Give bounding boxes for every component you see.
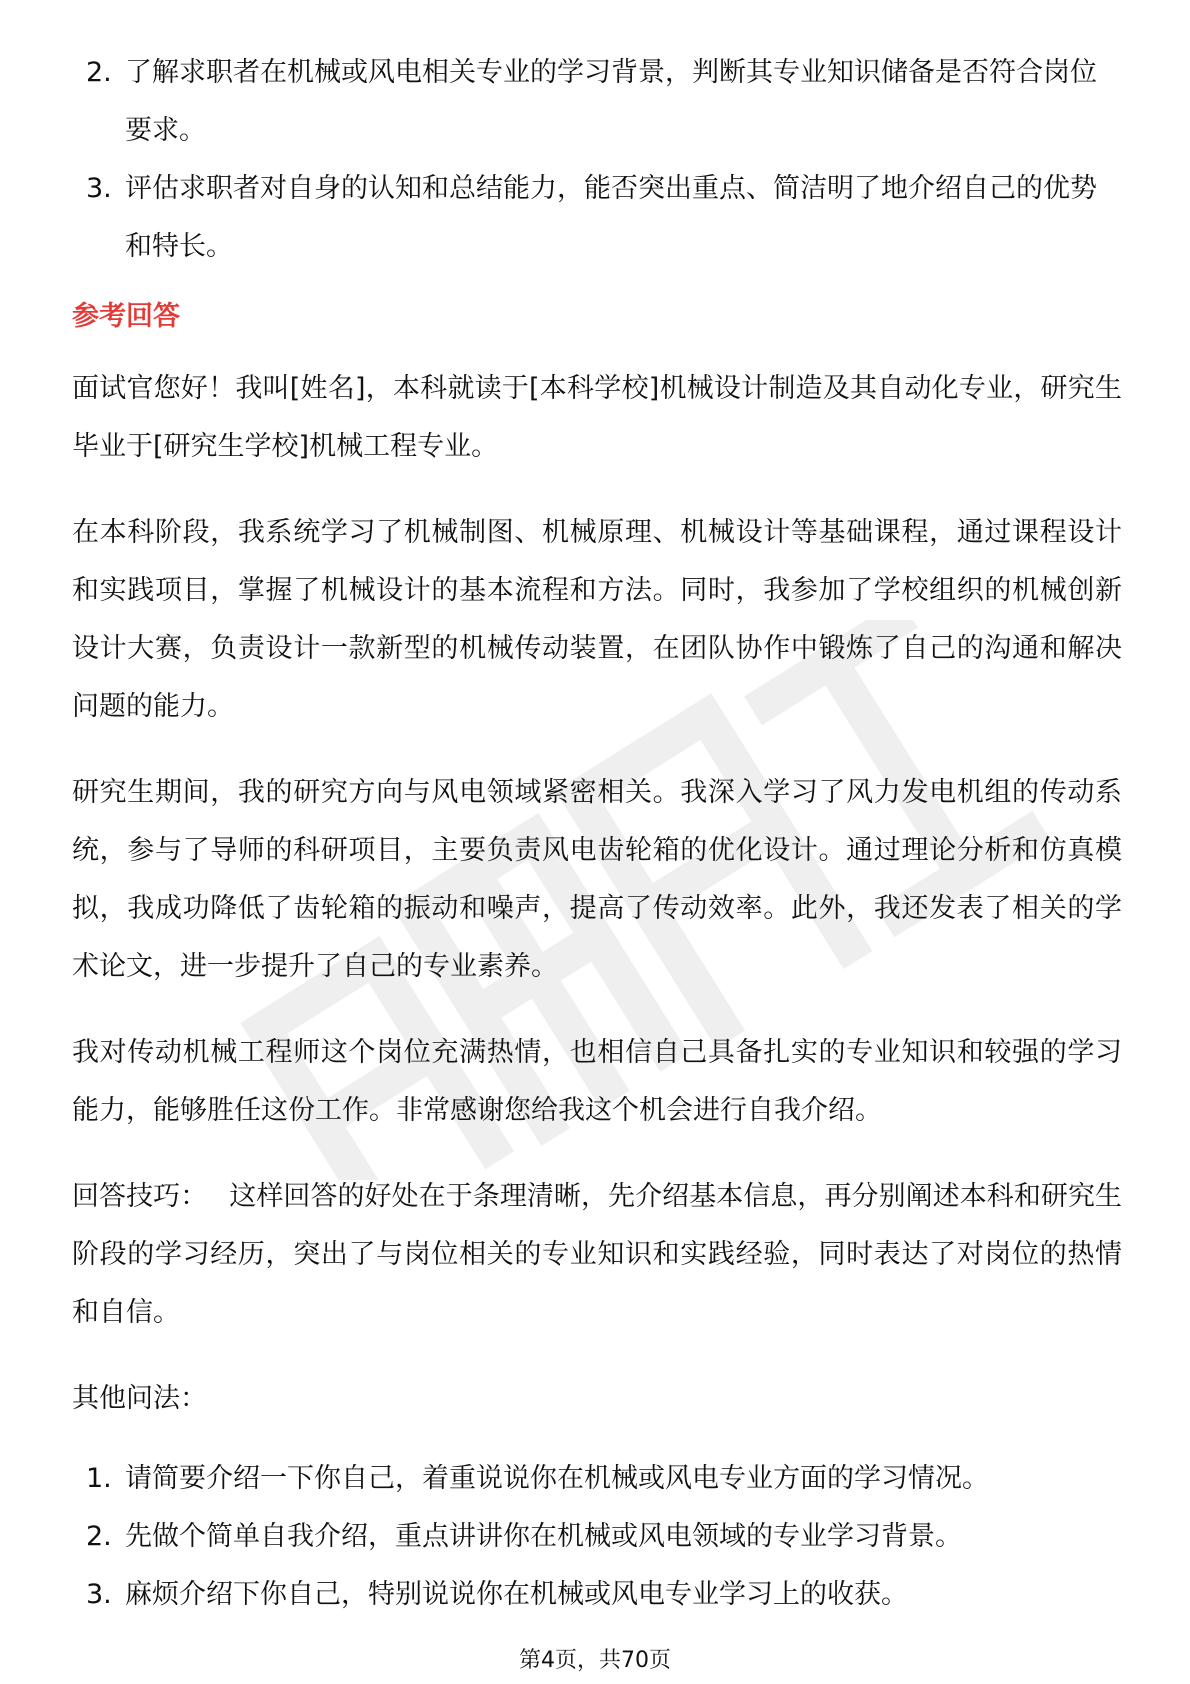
answer-paragraph: 研究生期间，我的研究方向与风电领域紧密相关。我深入学习了风力发电机组的传动系统，参与了导师的科研项目，主要负责风电齿轮箱的优化设计。通过理论分析和仿真模拟，我成功降低了齿轮箱的振动和噪声，提高了传动效率。此外，我还发表了相关的学术论文，进一步提升了自己的专业素养。 <box>72 777 1122 982</box>
list-text: 请简要介绍一下你自己，着重说说你在机械或风电专业方面的学习情况。 <box>125 1463 989 1494</box>
list-number: 3. <box>86 173 112 204</box>
list-item <box>72 1508 1122 1566</box>
list-text: 评估求职者对自身的认知和总结能力，能否突出重点、简洁明了地介绍自己的优势和特长。 <box>125 173 1097 262</box>
answer-paragraph: 在本科阶段，我系统学习了机械制图、机械原理、机械设计等基础课程，通过课程设计和实践项目，掌握了机械设计的基本流程和方法。同时，我参加了学校组织的机械创新设计大赛，负责设计一款新型的机械传动装置，在团队协作中锻炼了自己的沟通和解决问题的能力。 <box>72 517 1122 722</box>
list-number: 2. <box>86 1521 112 1552</box>
list-item <box>72 1566 1122 1624</box>
list-number: 3. <box>86 1579 112 1610</box>
list-item <box>72 44 1122 160</box>
list-text: 了解求职者在机械或风电相关专业的学习背景，判断其专业知识储备是否符合岗位要求。 <box>125 57 1097 146</box>
list-item <box>72 1450 1122 1508</box>
tips-text: 这样回答的好处在于条理清晰，先介绍基本信息，再分别阐述本科和研究生阶段的学习经历，突出了与岗位相关的专业知识和实践经验，同时表达了对岗位的热情和自信。 <box>72 1181 1123 1328</box>
intro-criteria-list <box>72 44 1122 276</box>
reference-answer-heading: 参考回答 <box>72 301 180 332</box>
tips-label: 回答技巧： <box>72 1181 208 1212</box>
other-questions-heading: 其他问法： <box>72 1383 207 1414</box>
list-text: 麻烦介绍下你自己，特别说说你在机械或风电专业学习上的收获。 <box>125 1579 908 1610</box>
other-questions-list <box>72 1450 1122 1624</box>
answer-paragraph: 面试官您好！我叫[姓名]，本科就读于[本科学校]机械设计制造及其自动化专业，研究生毕业于[研究生学校]机械工程专业。 <box>72 373 1122 462</box>
list-number: 2. <box>86 57 112 88</box>
list-item <box>72 160 1122 276</box>
list-number: 1. <box>86 1463 112 1494</box>
document-page <box>72 44 1122 1624</box>
list-text: 先做个简单自我介绍，重点讲讲你在机械或风电领域的专业学习背景。 <box>125 1521 962 1552</box>
answer-tips <box>72 1168 1122 1342</box>
page-footer: 第4页，共70页 <box>519 1648 671 1673</box>
answer-paragraph: 我对传动机械工程师这个岗位充满热情，也相信自己具备扎实的专业知识和较强的学习能力，能够胜任这份工作。非常感谢您给我这个机会进行自我介绍。 <box>72 1037 1122 1126</box>
